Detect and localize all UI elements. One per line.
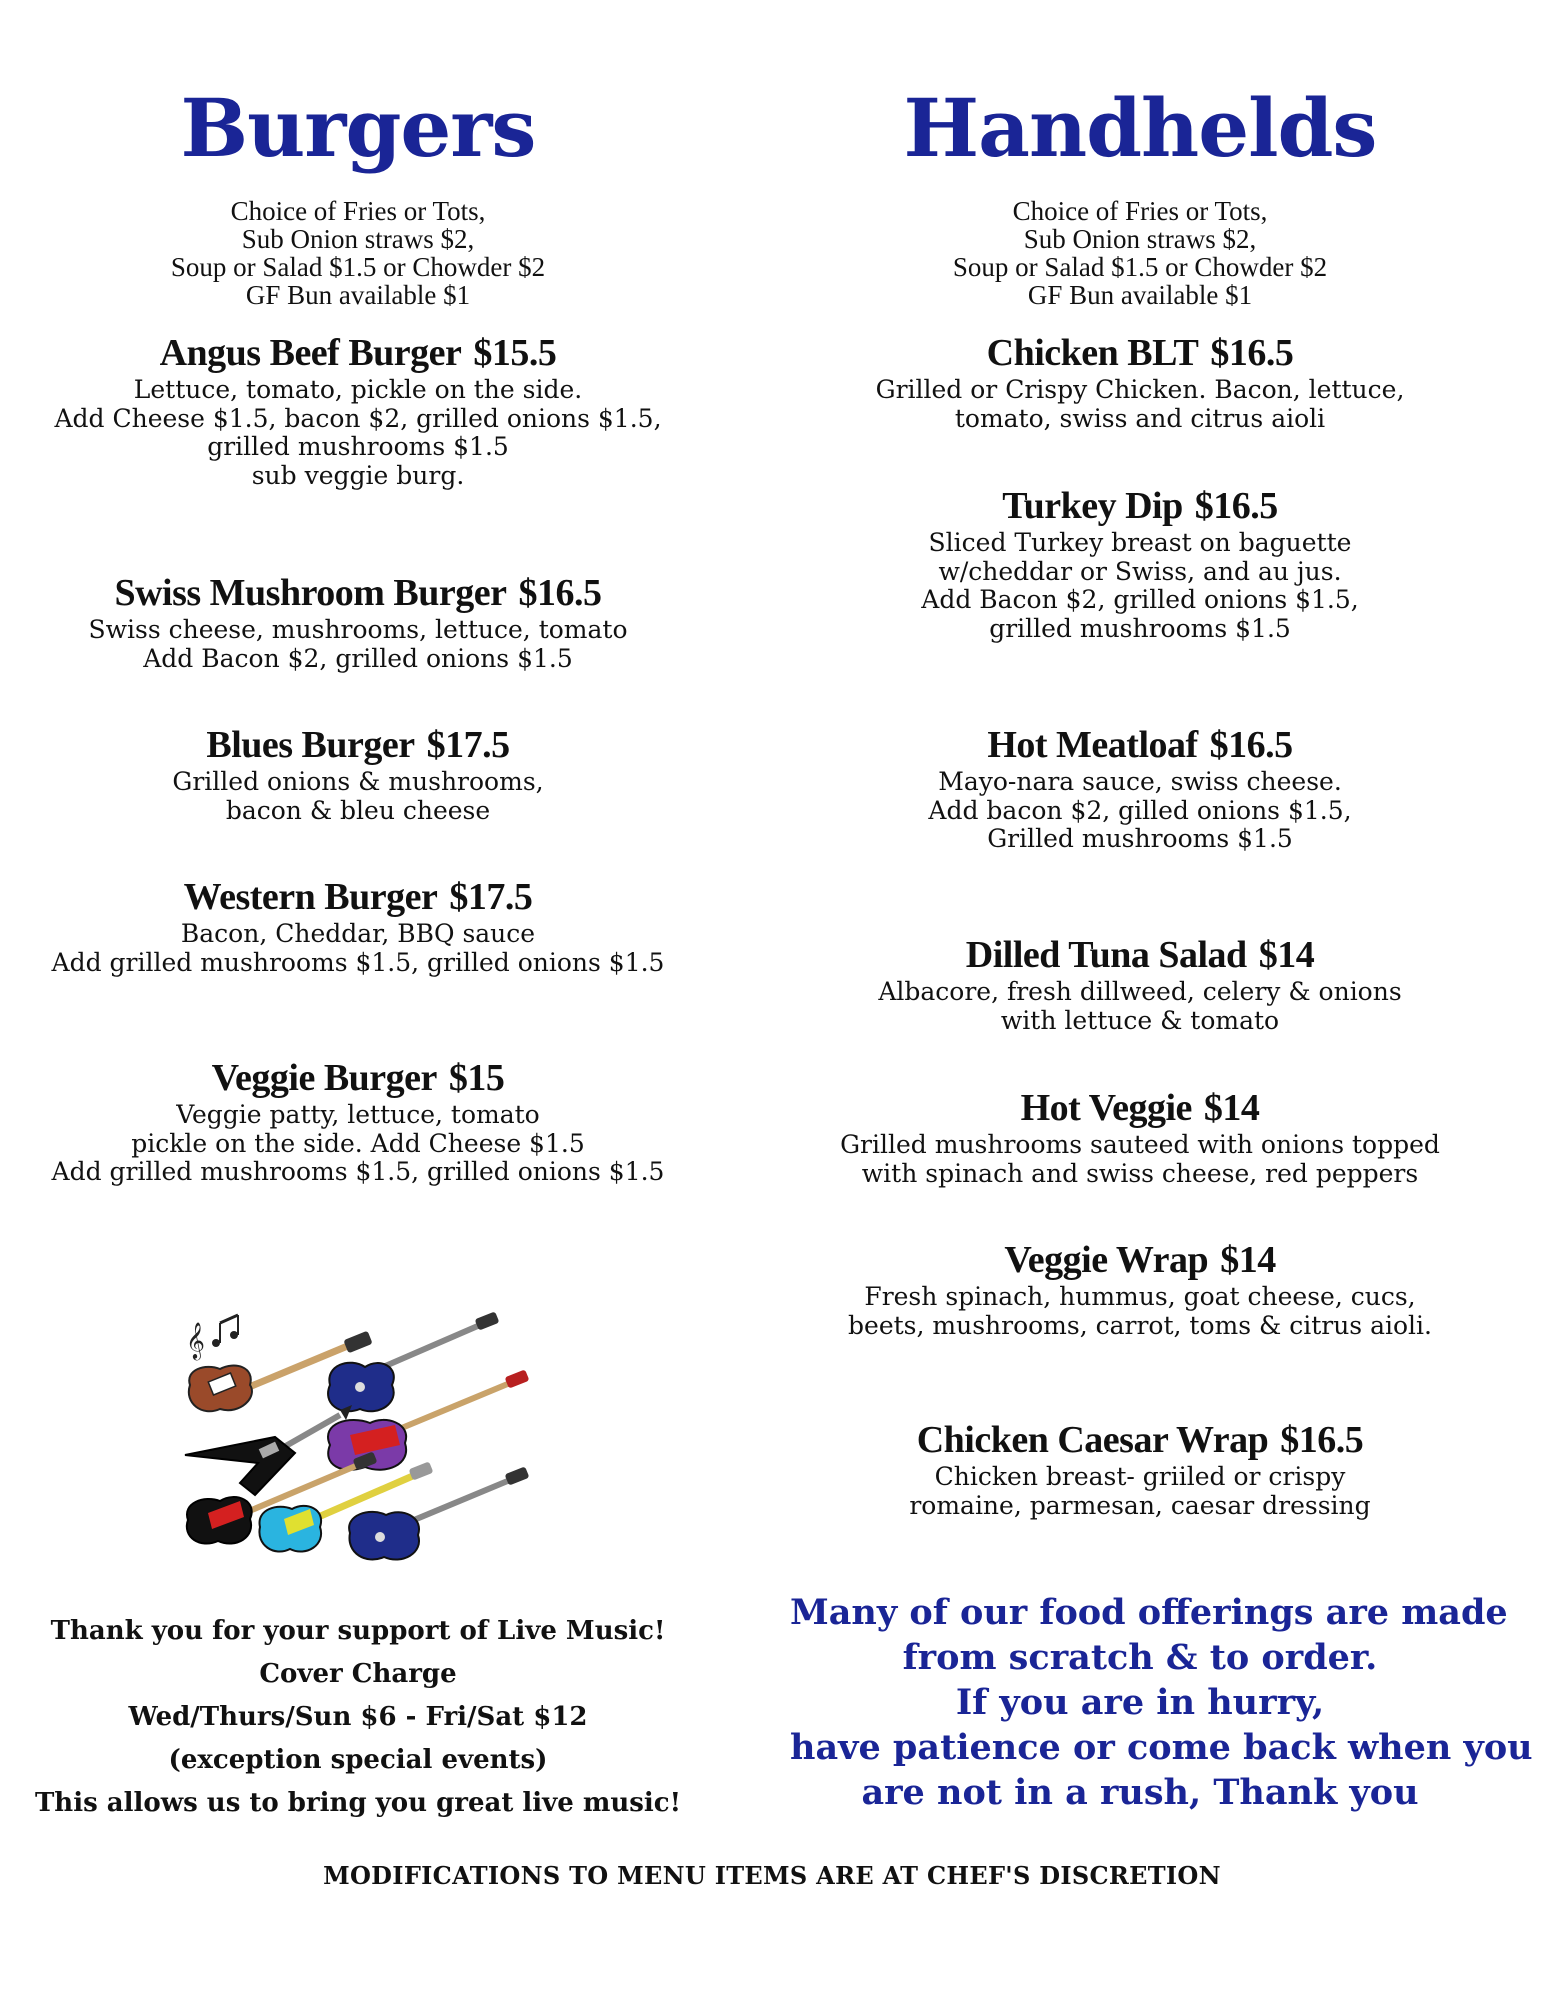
desc-line: Add Bacon $2, grilled onions $1.5, (921, 585, 1359, 614)
menu-item-swiss-mushroom-burger (8, 572, 708, 673)
desc-line: romaine, parmesan, caesar dressing (909, 1490, 1371, 1520)
handhelds-sides (790, 197, 1490, 309)
item-name: Western Burger (183, 876, 438, 918)
item-price: $17.5 (426, 724, 510, 766)
item-description (8, 1101, 708, 1187)
sides-line: Soup or Salad $1.5 or Chowder $2 (170, 252, 546, 282)
guitars-illustration (180, 1305, 540, 1575)
menu-item-chicken-caesar-wrap (790, 1419, 1490, 1520)
menu-item-hot-veggie (790, 1087, 1490, 1188)
item-name: Swiss Mushroom Burger (114, 572, 507, 614)
item-price: $15.5 (473, 332, 557, 374)
cover-line: Wed/Thurs/Sun $6 - Fri/Sat $12 (128, 1702, 588, 1732)
item-name: Chicken BLT (986, 332, 1199, 374)
desc-line: Add grilled mushrooms $1.5, grilled onions $1.5 (51, 947, 665, 977)
scratch-note (790, 1590, 1533, 1815)
menu-item-western-burger (8, 876, 708, 977)
cover-line: Cover Charge (259, 1659, 457, 1689)
note-line: Many of our food offerings are made (790, 1592, 1508, 1633)
menu-item-chicken-blt (790, 332, 1490, 433)
item-price: $16.5 (518, 572, 602, 614)
item-name: Chicken Caesar Wrap (916, 1419, 1269, 1461)
item-name: Veggie Burger (211, 1057, 437, 1099)
sides-line: GF Bun available $1 (1027, 280, 1253, 310)
item-price: $14 (1258, 934, 1315, 976)
cover-line: (exception special events) (168, 1745, 548, 1775)
desc-line: bacon & bleu cheese (225, 795, 491, 825)
handhelds-title: Handhelds (903, 81, 1377, 175)
desc-line: Add Cheese $1.5, bacon $2, grilled onions $1.5, (54, 403, 662, 433)
item-description (790, 768, 1490, 854)
item-description (8, 616, 708, 673)
desc-line: Chicken breast- griiled or crispy (934, 1462, 1346, 1491)
desc-line: with lettuce & tomato (1000, 1005, 1280, 1035)
item-price: $16.5 (1209, 724, 1293, 766)
item-description (790, 376, 1490, 433)
black-guitar (185, 1405, 352, 1495)
desc-line: Albacore, fresh dillweed, celery & onions (878, 977, 1402, 1006)
desc-line: beets, mushrooms, carrot, toms & citrus aioli. (848, 1310, 1432, 1340)
desc-line: with spinach and swiss cheese, red peppers (861, 1158, 1419, 1188)
desc-line: grilled mushrooms $1.5 (207, 432, 509, 461)
item-description (790, 529, 1490, 643)
desc-line: pickle on the side. Add Cheese $1.5 (131, 1128, 585, 1158)
sides-line: Soup or Salad $1.5 or Chowder $2 (952, 252, 1328, 282)
desc-line: Grilled onions & mushrooms, (172, 767, 544, 796)
menu-item-angus-beef-burger (8, 332, 708, 490)
item-price: $16.5 (1280, 1419, 1364, 1461)
item-description (790, 1463, 1490, 1520)
desc-line: Lettuce, tomato, pickle on the side. (133, 375, 583, 404)
note-line: are not in a rush, Thank you (861, 1772, 1419, 1813)
item-name: Angus Beef Burger (159, 332, 462, 374)
desc-line: Swiss cheese, mushrooms, lettuce, tomato (88, 615, 628, 644)
item-price: $16.5 (1210, 332, 1294, 374)
menu-item-hot-meatloaf (790, 724, 1490, 854)
item-description (790, 1283, 1490, 1340)
desc-line: Mayo-nara sauce, swiss cheese. (938, 767, 1342, 796)
menu-item-dilled-tuna-salad (790, 934, 1490, 1035)
desc-line: Bacon, Cheddar, BBQ sauce (180, 919, 536, 948)
desc-line: sub veggie burg. (251, 460, 465, 490)
item-price: $17.5 (449, 876, 533, 918)
cover-line: This allows us to bring you great live music! (34, 1788, 682, 1818)
menu-item-veggie-wrap (790, 1239, 1490, 1340)
desc-line: Add bacon $2, gilled onions $1.5, (928, 795, 1352, 825)
note-line: have patience or come back when you (790, 1727, 1533, 1768)
cover-charge-info (8, 1610, 708, 1825)
sides-line: Sub Onion straws $2, (241, 224, 475, 254)
item-description (8, 376, 708, 490)
desc-line: tomato, swiss and citrus aioli (954, 403, 1326, 433)
desc-line: Add Bacon $2, grilled onions $1.5 (143, 643, 573, 673)
note-line: from scratch & to order. (902, 1637, 1378, 1678)
item-price: $15 (448, 1057, 505, 1099)
modifications-footer: MODIFICATIONS TO MENU ITEMS ARE AT CHEF'S DISCRETION (323, 1861, 1221, 1890)
sides-line: Choice of Fries or Tots, (230, 196, 486, 226)
menu-item-veggie-burger (8, 1057, 708, 1187)
sides-line: GF Bun available $1 (245, 280, 471, 310)
item-price: $14 (1220, 1239, 1276, 1281)
navy-guitar (349, 1466, 529, 1559)
item-name: Turkey Dip (1002, 485, 1183, 527)
item-price: $14 (1203, 1087, 1260, 1129)
desc-line: Grilled mushrooms sauteed with onions topped (840, 1130, 1440, 1159)
note-line: If you are in hurry, (955, 1682, 1325, 1723)
desc-line: Fresh spinach, hummus, goat cheese, cucs, (864, 1282, 1416, 1311)
music-notes-icon (186, 1315, 238, 1360)
cover-line: Thank you for your support of Live Music! (50, 1616, 666, 1646)
desc-line: w/cheddar or Swiss, and au jus. (938, 556, 1342, 586)
item-name: Blues Burger (206, 724, 415, 766)
item-name: Hot Veggie (1020, 1087, 1192, 1129)
desc-line: Sliced Turkey breast on baguette (928, 528, 1352, 557)
desc-line: Add grilled mushrooms $1.5, grilled onions $1.5 (51, 1157, 665, 1186)
desc-line: grilled mushrooms $1.5 (989, 613, 1291, 643)
item-description (8, 920, 708, 977)
item-description (790, 978, 1490, 1035)
desc-line: Veggie patty, lettuce, tomato (176, 1100, 540, 1129)
burgers-sides (8, 197, 708, 309)
item-description (8, 768, 708, 825)
desc-line: Grilled or Crispy Chicken. Bacon, lettuce, (875, 375, 1405, 404)
sides-line: Sub Onion straws $2, (1023, 224, 1257, 254)
menu-item-turkey-dip (790, 485, 1490, 643)
item-name: Hot Meatloaf (987, 724, 1198, 766)
item-price: $16.5 (1194, 485, 1278, 527)
desc-line: Grilled mushrooms $1.5 (987, 824, 1293, 853)
sides-line: Choice of Fries or Tots, (1012, 196, 1268, 226)
svg-text:𝄞: 𝄞 (186, 1321, 205, 1359)
menu-item-blues-burger (8, 724, 708, 825)
item-description (790, 1131, 1490, 1188)
burgers-title: Burgers (180, 81, 536, 175)
item-name: Veggie Wrap (1004, 1239, 1209, 1281)
item-name: Dilled Tuna Salad (965, 934, 1247, 976)
